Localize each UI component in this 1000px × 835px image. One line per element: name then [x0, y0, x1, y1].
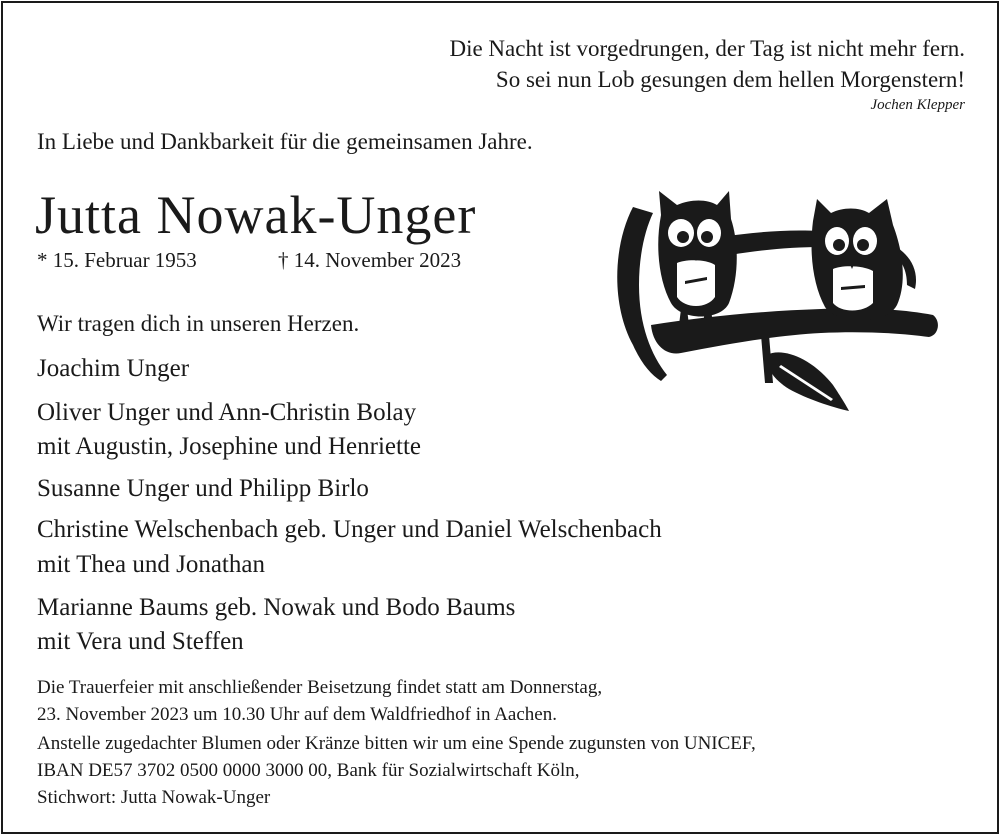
donation-line: Stichwort: Jutta Nowak-Unger — [37, 787, 271, 808]
memorial-phrase: Wir tragen dich in unseren Herzen. — [37, 311, 360, 336]
death-date: † 14. November 2023 — [278, 248, 462, 272]
mourner-line: Marianne Baums geb. Nowak und Bodo Baums — [37, 594, 516, 621]
ceremony-line: Die Trauerfeier mit anschließender Beisetzung findet statt am Donnerstag, — [37, 677, 603, 698]
mourner-line: Joachim Unger — [37, 355, 190, 382]
mourner-line: Christine Welschenbach geb. Unger und Daniel Welschenbach — [37, 516, 662, 543]
birth-date: * 15. Februar 1953 — [37, 248, 197, 272]
leaf-shape — [767, 352, 849, 411]
mourner-line: Susanne Unger und Philipp Birlo — [37, 475, 369, 502]
donation-line: Anstelle zugedachter Blumen oder Kränze bitten wir um eine Spende zugunsten von UNICEF, — [37, 733, 756, 754]
ceremony-line: 23. November 2023 um 10.30 Uhr auf dem Waldfriedhof in Aachen. — [37, 704, 557, 725]
owls-on-branch-illustration — [611, 185, 941, 417]
poem-line-2: So sei nun Lob gesungen dem hellen Morgenstern! — [495, 67, 965, 92]
mourner-line: Oliver Unger und Ann-Christin Bolay — [37, 399, 417, 426]
obituary-notice — [1, 1, 999, 834]
deceased-name: Jutta Nowak-Unger — [35, 185, 477, 245]
mourner-line: mit Augustin, Josephine und Henriette — [37, 433, 421, 460]
dedication: In Liebe und Dankbarkeit für die gemeinsamen Jahre. — [37, 129, 533, 154]
poem-author: Jochen Klepper — [870, 97, 965, 113]
mourner-line: mit Vera und Steffen — [37, 628, 244, 655]
donation-line: IBAN DE57 3702 0500 0000 3000 00, Bank für Sozialwirtschaft Köln, — [37, 760, 580, 781]
poem-line-1: Die Nacht ist vorgedrungen, der Tag ist nicht mehr fern. — [449, 36, 965, 61]
mourner-line: mit Thea und Jonathan — [37, 551, 265, 578]
